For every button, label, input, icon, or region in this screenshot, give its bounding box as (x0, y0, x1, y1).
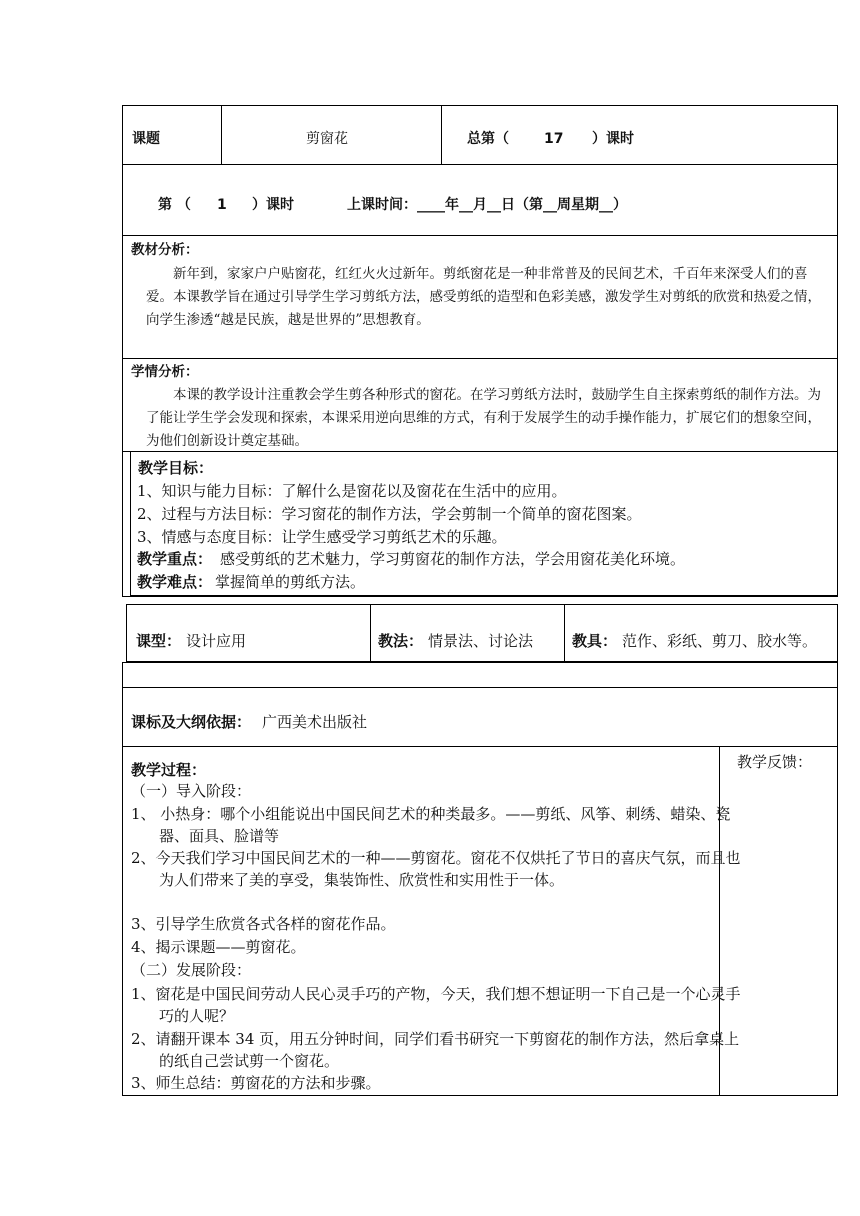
stage-1-item-2: 2、今天我们学习中国民间艺术的一种——剪窗花。窗花不仅烘托了节日的喜庆气氛，而且也为人们带来了美的享受，集装饰性、欣赏性和实用性于一体。 (131, 849, 741, 889)
standard-value: 广西美术出版社 (262, 713, 368, 731)
type-top-outer (122, 596, 838, 597)
lesson-suffix: ）课时 (252, 197, 294, 213)
student-text: 本课的教学设计注重教会学生剪各种形式的窗花。在学习剪纸方法时，鼓励学生自主探索剪纸的制作方法。为了能让学生学会发现和探索，本课采用逆向思维的方式，有利于发展学生的动手操作能力，扩展它们的想象空间，为他们创新设计奠定基础。 (146, 387, 821, 449)
method-label: 教法： (378, 632, 424, 650)
stage-2-item-1: 1、窗花是中国民间劳动人民心灵手巧的产物，今天，我们想不想证明一下自己是一个心灵手巧的人呢？ (131, 985, 741, 1025)
student-label: 学情分析： (131, 364, 199, 380)
goal-item-1: 1、知识与能力目标：了解什么是窗花以及窗花在生活中的应用。 (137, 482, 567, 500)
total-lesson-suffix: ）课时 (592, 131, 634, 147)
tools-value: 范作、彩纸、剪刀、胶水等。 (622, 632, 818, 650)
stage-1-item-3: 3、引导学生欣赏各式各样的窗花作品。 (131, 915, 396, 933)
stage-1-title: （一）导入阶段： (131, 782, 252, 800)
goals-label: 教学目标： (138, 459, 214, 477)
stage-2-item-2: 2、请翻开课本 34 页，用五分钟时间，同学们看书研究一下剪窗花的制作方法，然后拿桌上的纸自己尝试剪一个窗花。 (131, 1030, 740, 1070)
method-value: 情景法、讨论法 (428, 632, 534, 650)
topic-value: 剪窗花 (306, 131, 348, 147)
lesson-prefix: 第 （ (158, 197, 191, 213)
stage-1-item-1: 1、 小热身：哪个小组能说出中国民间艺术的种类最多。——剪纸、风筝、刺绣、蜡染、瓷器、面具、脸谱等 (131, 805, 731, 845)
total-lesson-number: 17 (544, 131, 564, 147)
stage-2-item-3: 3、师生总结：剪窗花的方法和步骤。 (131, 1074, 381, 1092)
stage-2-title: （二）发展阶段： (131, 961, 252, 979)
spacer-row (122, 662, 838, 688)
type-value: 设计应用 (186, 632, 247, 650)
difficulty-text: 掌握简单的剪纸方法。 (215, 573, 366, 591)
topic-label: 课题 (132, 131, 160, 147)
type-label: 课型： (136, 632, 182, 650)
type-divider-2 (564, 604, 565, 662)
class-time: 上课时间：____年__月__日（第__周星期__） (347, 197, 627, 213)
header-divider-2 (441, 105, 442, 165)
header-table (122, 105, 838, 236)
header-divider-1 (221, 105, 222, 165)
key-point-label: 教学重点： (137, 550, 213, 568)
feedback-label: 教学反馈： (737, 753, 813, 771)
goal-item-3: 3、情感与态度目标：让学生感受学习剪纸艺术的乐趣。 (137, 528, 507, 546)
standard-label: 课标及大纲依据： (131, 713, 252, 731)
material-text: 新年到，家家户户贴窗花，红红火火过新年。剪纸窗花是一种非常普及的民间艺术，千百年来深受人们的喜爱。本课教学旨在通过引导学生学习剪纸方法，感受剪纸的造型和色彩美感，激发学生对剪纸的欣赏和热爱之情，向学生渗透“越是民族，越是世界的”思想教育。 (146, 266, 821, 328)
key-point-text: 感受剪纸的艺术魅力，学习剪窗花的制作方法，学会用窗花美化环境。 (220, 550, 686, 568)
stage-1-item-4: 4、揭示课题——剪窗花。 (131, 938, 306, 956)
goal-item-2: 2、过程与方法目标：学习窗花的制作方法，学会剪制一个简单的窗花图案。 (137, 505, 642, 523)
material-label: 教材分析： (131, 242, 199, 258)
lesson-number: 1 (217, 197, 227, 213)
header-row-line (122, 164, 838, 165)
goals-left-border (122, 451, 123, 596)
tools-label: 教具： (572, 632, 618, 650)
process-label: 教学过程： (131, 761, 207, 779)
type-divider-1 (370, 604, 371, 662)
difficulty-label: 教学难点： (137, 573, 213, 591)
total-lesson-prefix: 总第（ (467, 131, 509, 147)
